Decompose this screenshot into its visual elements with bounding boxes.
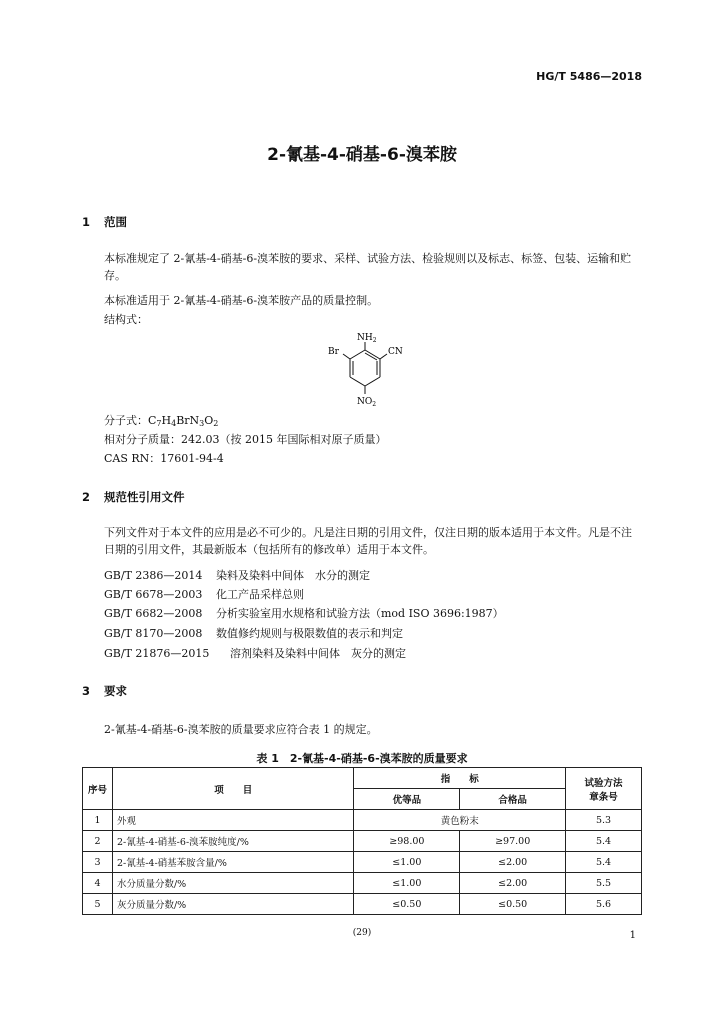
table-row: 3 2-氰基-4-硝基苯胺含量/% ≤1.00 ≤2.00 5.4 (83, 852, 642, 873)
section-1-title: 范围 (104, 215, 127, 229)
reference-item: GB/T 2386—2014 染料及染料中间体 水分的测定 (104, 569, 370, 582)
section-3-number: 3 (82, 684, 91, 698)
reference-item: GB/T 6678—2003 化工产品采样总则 (104, 588, 304, 601)
structure-right-group: CN (388, 347, 403, 357)
header-qualified: 合格品 (460, 789, 566, 810)
structure-left-group: Br (328, 347, 339, 357)
section-3-title: 要求 (104, 684, 127, 698)
table-row: 5 灰分质量分数/% ≤0.50 ≤0.50 5.6 (83, 894, 642, 915)
cas-number: CAS RN：17601-94-4 (104, 452, 224, 465)
section-3-para: 2-氰基-4-硝基-6-溴苯胺的质量要求应符合表 1 的规定。 (104, 723, 378, 736)
molecular-formula: 分子式：$C_7H_4BrN_3O_2$ (104, 414, 219, 428)
reference-item: GB/T 8170—2008 数值修约规则与极限数值的表示和判定 (104, 627, 403, 640)
header-method: 试验方法 章条号 (566, 768, 642, 810)
section-2-heading (82, 489, 185, 505)
reference-item: GB/T 6682—2008 分析实验室用水规格和试验方法（mod ISO 3696:1987） (104, 607, 504, 620)
table-row: 2 2-氰基-4-硝基-6-溴苯胺纯度/% ≥98.00 ≥97.00 5.4 (83, 831, 642, 852)
section-1-heading (82, 214, 127, 230)
table-caption: 表 1 2-氰基-4-硝基-6-溴苯胺的质量要求 (256, 752, 468, 765)
section-2-title: 规范性引用文件 (104, 490, 185, 504)
header-item: 项 目 (112, 768, 353, 810)
section-3-heading (82, 683, 127, 699)
structure-bottom-group: $NO_2$ (357, 397, 377, 408)
section-1-para-2: 本标准适用于 2-氰基-4-硝基-6-溴苯胺产品的质量控制。 (104, 294, 379, 307)
section-2-para: 下列文件对于本文件的应用是必不可少的。凡是注日期的引用文件，仅注日期的版本适用于本文件。凡是不注日期的引用文件，其最新版本（包括所有的修改单）适用于本文件。 (104, 526, 632, 556)
molecular-mass: 相对分子质量：242.03（按 2015 年国际相对原子质量） (104, 433, 387, 446)
section-1-number: 1 (82, 215, 91, 229)
section-2-number: 2 (82, 490, 91, 504)
footer-sequence-number: (29) (352, 928, 372, 938)
document-title: 2-氰基-4-硝基-6-溴苯胺 (267, 145, 457, 165)
structural-formula (320, 330, 410, 410)
structure-label: 结构式： (104, 313, 148, 326)
header-no: 序号 (83, 768, 113, 810)
header-indicator: 指 标 (354, 768, 566, 789)
document-code: HG/T 5486—2018 (536, 70, 642, 83)
section-1-para-1: 本标准规定了 2-氰基-4-硝基-6-溴苯胺的要求、采样、试验方法、检验规则以及标志、标签、包装、运输和贮存。 (104, 252, 632, 282)
structure-top-group: $NH_2$ (357, 333, 377, 344)
reference-item: GB/T 21876—2015 溶剂染料及染料中间体 灰分的测定 (104, 647, 406, 660)
header-superior: 优等品 (354, 789, 460, 810)
page-number: 1 (629, 930, 636, 941)
quality-requirements-table (82, 767, 642, 915)
table-row: 4 水分质量分数/% ≤1.00 ≤2.00 5.5 (83, 873, 642, 894)
table-row: 1 外观 黄色粉末 5.3 (83, 810, 642, 831)
